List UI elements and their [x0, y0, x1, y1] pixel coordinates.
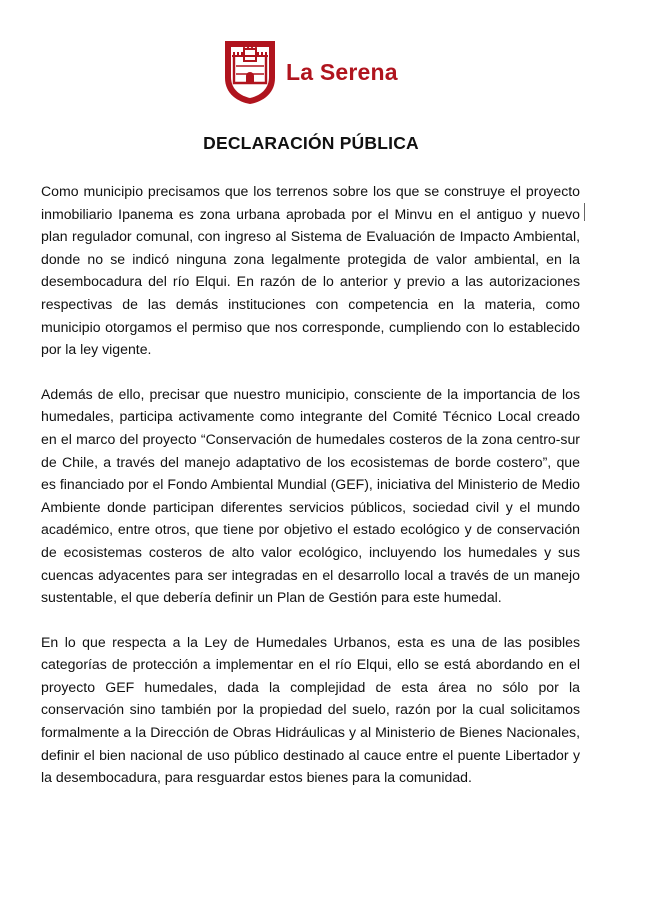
text-cursor — [584, 203, 585, 221]
paragraph-3: En lo que respecta a la Ley de Humedales Urbanos, esta es una de las posibles categorías de protección a implementar en el río Elqui, ello se está abordando en el proyecto GEF humedales, dada la complejidad de esta área no sólo por la conservación sino también por la propiedad del suelo, razón por la cual solicitamos formalmente a la Dirección de Obras Hidráulicas y al Ministerio de Bienes Nacionales, definir el bien nacional de uso público destinado al cauce entre el puente Libertador y la desembocadura, para resguardar estos bienes para la comunidad. — [41, 633, 580, 786]
paragraph-2: Además de ello, precisar que nuestro municipio, consciente de la importancia de los humedales, participa activamente como integrante del Comité Técnico Local creado en el marco del proyecto “Conservación de humedales costeros de la zona centro-sur de Chile, a través del manejo adaptativo de los ecosistemas de borde costero”, que es financiado por el Fondo Ambiental Mundial (GEF), iniciativa del Ministerio de Medio Ambiente donde participan diferentes servicios públicos, sociedad civil y el mundo académico, entre otros, que tiene por objetivo el estado ecológico y de conservación de ecosistemas costeros de alto valor ecológico, incluyendo los humedales y sus cuencas adyacentes para ser integradas en el desarrollo local a través de un manejo sustentable, el que debería definir un Plan de Gestión para este humedal. — [41, 385, 580, 606]
brand-name: La Serena — [286, 58, 398, 85]
page-title: DECLARACIÓN PÚBLICA — [203, 133, 419, 153]
paragraph-1: Como municipio precisamos que los terrenos sobre los que se construye el proyecto inmobiliario Ipanema es zona urbana aprobada por el Minvu en el antiguo y nuevo plan regulador comunal, con ingreso al Sistema de Evaluación de Impacto Ambiental, donde no se indicó ninguna zona legalmente protegida de valor ambiental, en la desembocadura del río Elqui. En razón de lo anterior y previo a las autorizaciones respectivas de las demás instituciones con competencia en la materia, como municipio otorgamos el permiso que nos corresponde, cumpliendo con lo establecido por la ley vigente. — [41, 183, 580, 358]
letterhead — [222, 38, 398, 106]
document-body — [41, 180, 580, 811]
castle-crest-icon — [222, 38, 278, 106]
